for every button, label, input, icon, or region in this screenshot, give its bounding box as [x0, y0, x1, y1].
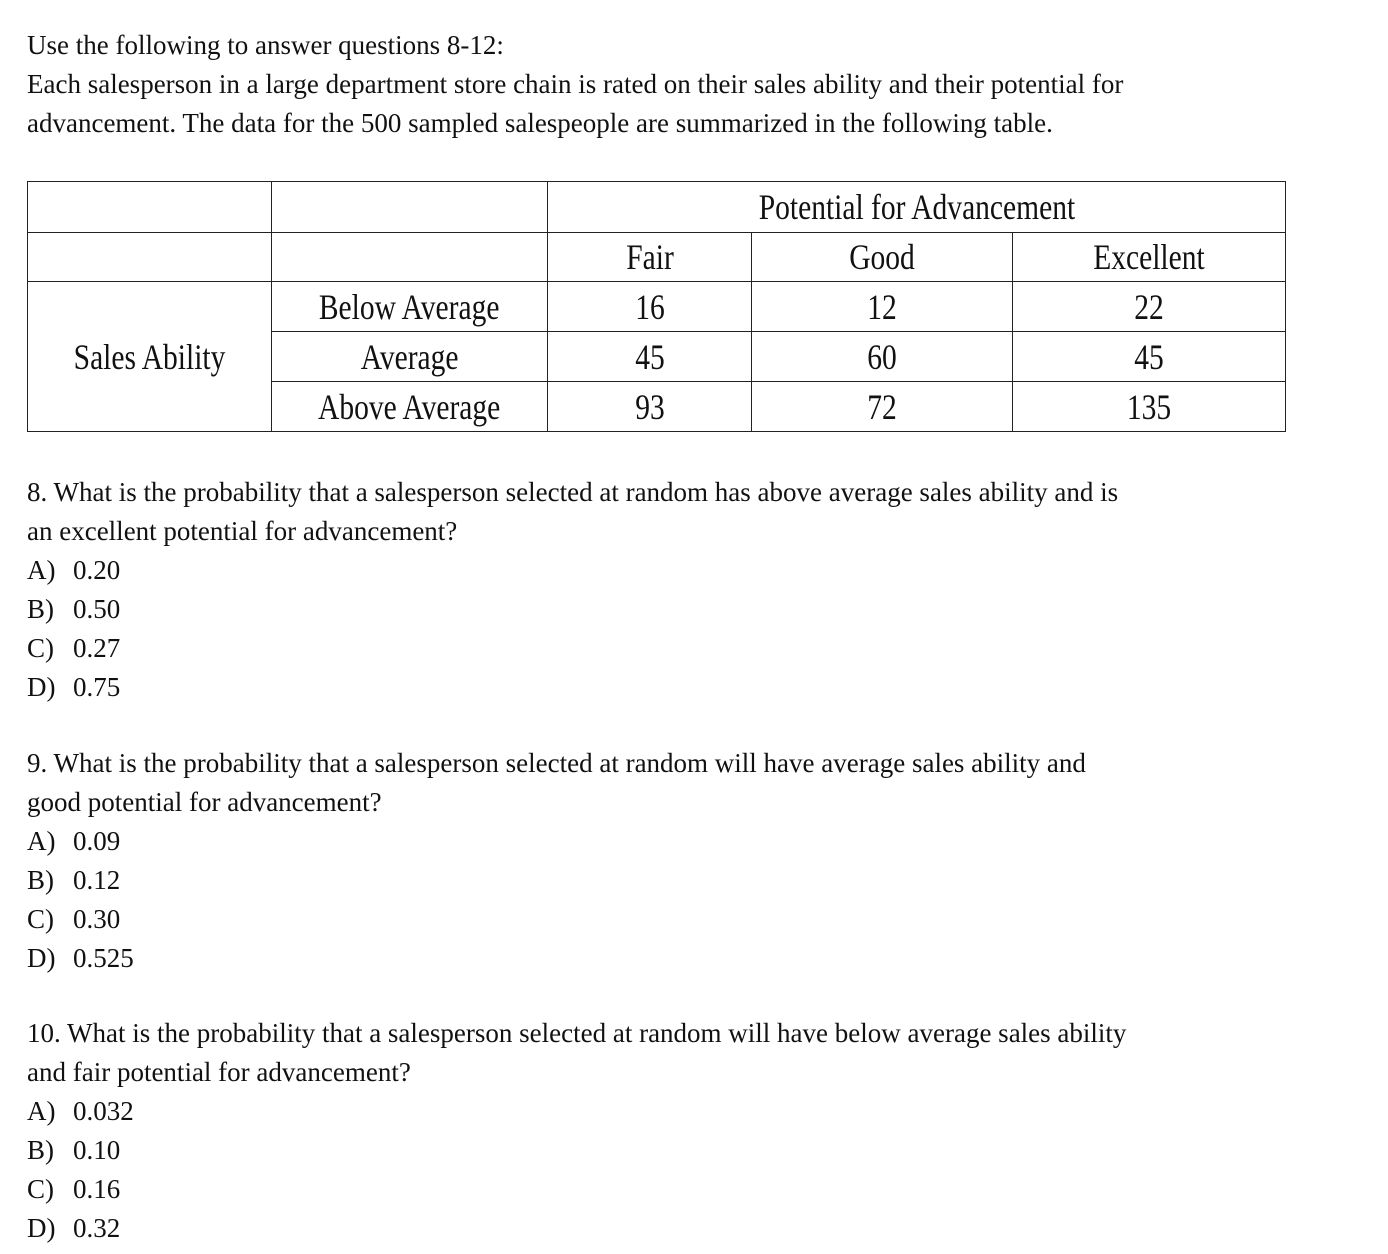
question-text: an excellent potential for advancement? [27, 516, 458, 546]
column-header: Excellent [1013, 233, 1286, 282]
row-group-header: Sales Ability [28, 282, 272, 432]
intro-line: Use the following to answer questions 8-12: [27, 30, 504, 60]
question-8 [27, 473, 1327, 707]
row-label: Average [272, 332, 548, 382]
empty-cell [272, 233, 548, 282]
table-cell: 60 [752, 332, 1013, 382]
answer-option: D) 0.525 [27, 943, 134, 973]
table-cell: 16 [548, 282, 752, 332]
column-group-header: Potential for Advancement [548, 182, 1286, 233]
answer-option: B) 0.10 [27, 1135, 121, 1165]
table-cell: 45 [548, 332, 752, 382]
contingency-table [27, 181, 1286, 432]
table-cell: 12 [752, 282, 1013, 332]
question-text: good potential for advancement? [27, 787, 382, 817]
table-cell: 93 [548, 382, 752, 432]
answer-option: A) 0.09 [27, 826, 121, 856]
table-column-row [28, 233, 1286, 282]
empty-cell [272, 182, 548, 233]
intro-line: Each salesperson in a large department store chain is rated on their sales ability and their potential for [27, 69, 1124, 99]
table-cell: 135 [1013, 382, 1286, 432]
question-10 [27, 1014, 1327, 1248]
question-text: 8. What is the probability that a salesperson selected at random has above average sales ability and is [27, 477, 1119, 507]
answer-option: B) 0.50 [27, 594, 121, 624]
question-text: 10. What is the probability that a salesperson selected at random will have below average sales ability [27, 1018, 1127, 1048]
answer-option: C) 0.27 [27, 633, 121, 663]
answer-option: C) 0.16 [27, 1174, 121, 1204]
table-row [28, 282, 1286, 332]
intro-line: advancement. The data for the 500 sampled salespeople are summarized in the following table. [27, 108, 1053, 138]
empty-cell [28, 182, 272, 233]
column-header: Fair [548, 233, 752, 282]
empty-cell [28, 233, 272, 282]
answer-option: A) 0.032 [27, 1096, 134, 1126]
answer-option: D) 0.75 [27, 672, 121, 702]
row-label: Below Average [272, 282, 548, 332]
table-cell: 72 [752, 382, 1013, 432]
answer-option: C) 0.30 [27, 904, 121, 934]
table-cell: 45 [1013, 332, 1286, 382]
answer-option: B) 0.12 [27, 865, 121, 895]
intro-text [27, 26, 1123, 143]
column-header: Good [752, 233, 1013, 282]
row-label: Above Average [272, 382, 548, 432]
answer-option: D) 0.32 [27, 1213, 121, 1243]
table-header-row [28, 182, 1286, 233]
question-9 [27, 744, 1327, 978]
answer-option: A) 0.20 [27, 555, 121, 585]
question-text: and fair potential for advancement? [27, 1057, 411, 1087]
table-cell: 22 [1013, 282, 1286, 332]
question-text: 9. What is the probability that a salesperson selected at random will have average sales ability and [27, 748, 1086, 778]
